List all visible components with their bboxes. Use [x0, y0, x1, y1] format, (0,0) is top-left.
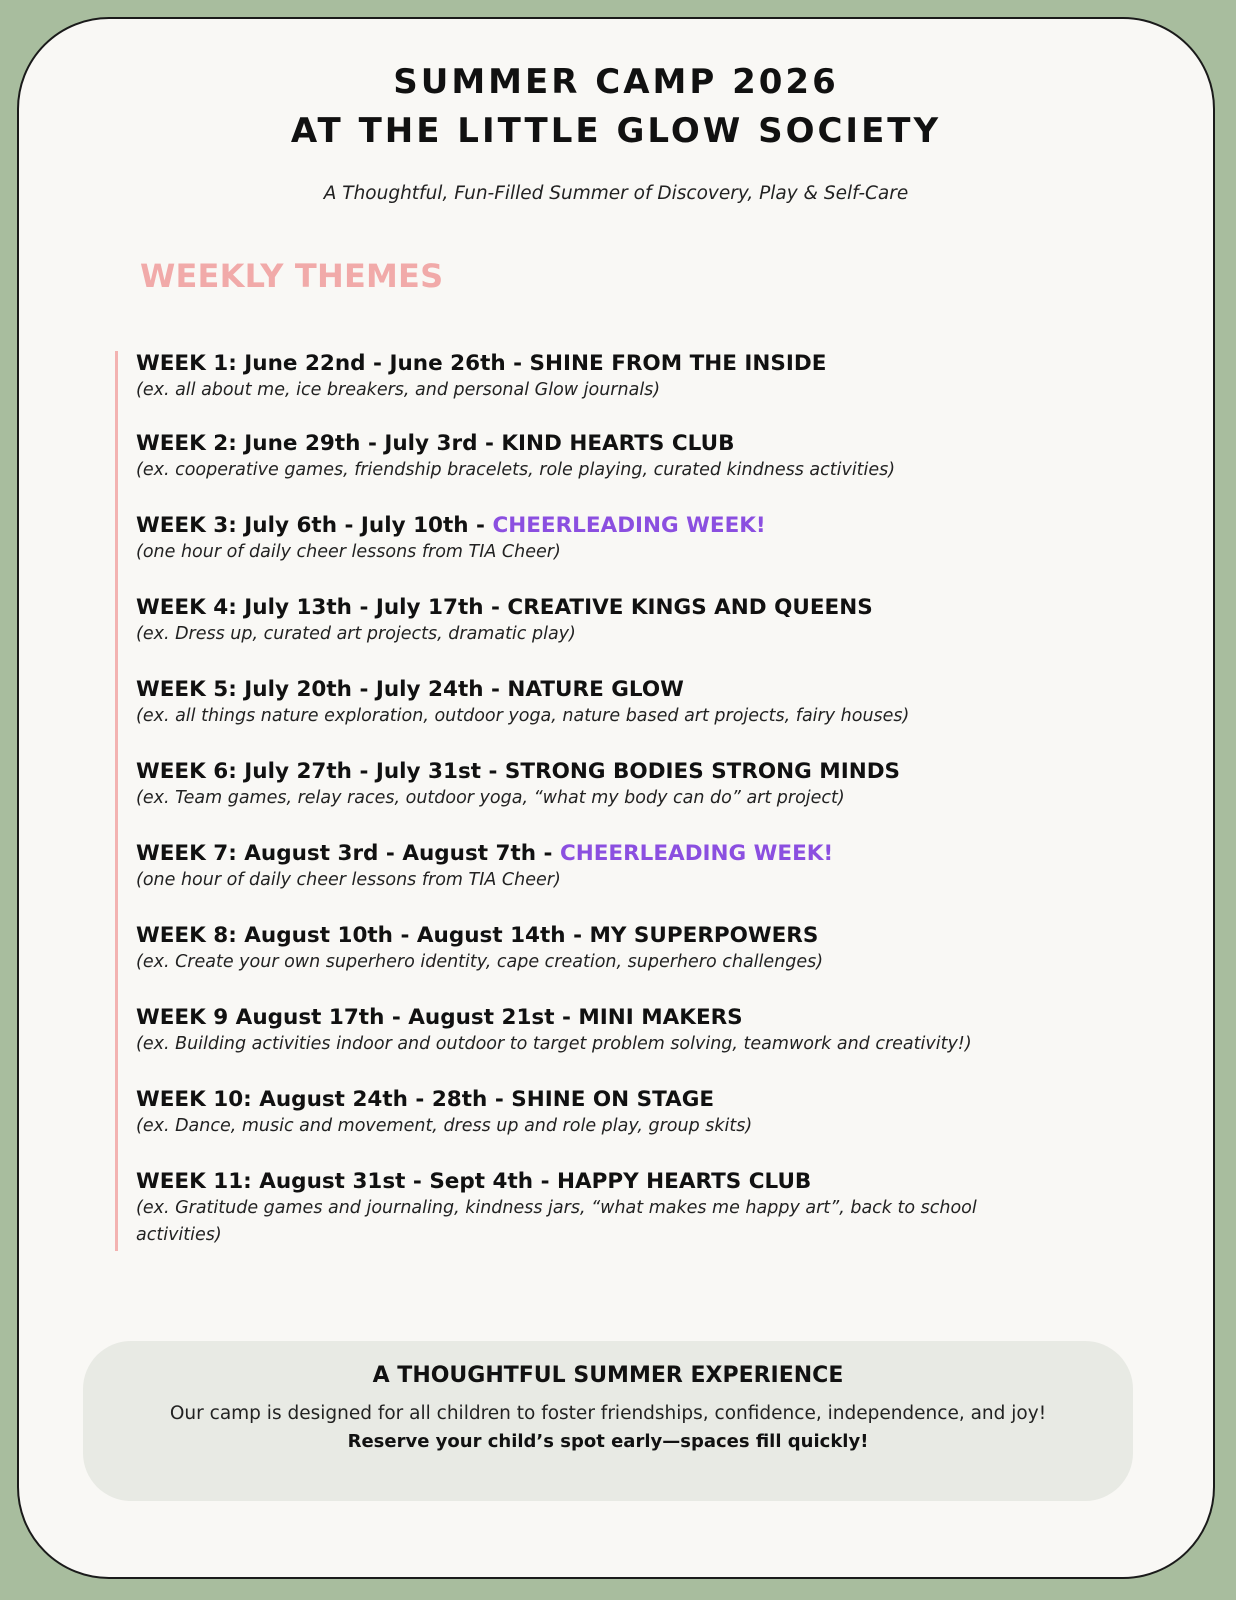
week-heading — [136, 923, 1136, 949]
tagline: A Thoughtful, Fun-Filled Summer of Discovery, Play & Self-Care — [323, 183, 909, 204]
experience-cta: Reserve your child’s spot early—spaces fill quickly! — [347, 1431, 869, 1452]
week-description: (ex. Create your own superhero identity, cape creation, superhero challenges) — [136, 952, 824, 972]
week-heading — [136, 677, 1136, 703]
week-theme: HAPPY HEARTS CLUB — [556, 1169, 812, 1194]
week-dates: WEEK 8: August 10th - August 14th - — [136, 923, 590, 948]
week-dates: WEEK 5: July 20th - July 24th - — [136, 677, 508, 702]
week-item — [136, 759, 1136, 812]
week-dates: WEEK 9 August 17th - August 21st - — [136, 1005, 579, 1030]
week-theme: SHINE FROM THE INSIDE — [529, 351, 827, 376]
week-heading — [136, 595, 1136, 621]
week-heading — [136, 351, 1136, 377]
experience-title: A THOUGHTFUL SUMMER EXPERIENCE — [372, 1363, 844, 1388]
week-description: (ex. Dance, music and movement, dress up and role play, group skits) — [136, 1116, 753, 1136]
week-description: (ex. Dress up, curated art projects, dramatic play) — [136, 624, 576, 644]
week-theme: MY SUPERPOWERS — [589, 923, 819, 948]
week-item — [136, 1005, 1136, 1058]
title-line-1: SUMMER CAMP 2026 — [393, 62, 839, 102]
week-dates: WEEK 4: July 13th - July 17th - — [136, 595, 508, 620]
week-description: (ex. Building activities indoor and outdoor to target problem solving, teamwork and creativity!) — [136, 1034, 972, 1054]
week-item — [136, 1169, 1036, 1249]
week-theme: KIND HEARTS CLUB — [501, 431, 735, 456]
week-heading — [136, 759, 1136, 785]
week-heading — [136, 1169, 1036, 1195]
week-theme: CREATIVE KINGS AND QUEENS — [507, 595, 873, 620]
week-dates: WEEK 2: June 29th - July 3rd - — [136, 431, 502, 456]
weeks-list — [115, 351, 1148, 1251]
week-description: (ex. all about me, ice breakers, and personal Glow journals) — [136, 380, 661, 400]
week-dates: WEEK 3: July 6th - July 10th - — [136, 513, 493, 538]
week-heading — [136, 1087, 1136, 1113]
week-item — [136, 923, 1136, 976]
week-dates: WEEK 7: August 3rd - August 7th - — [136, 841, 560, 866]
week-item — [136, 595, 1136, 648]
week-theme: MINI MAKERS — [578, 1005, 743, 1030]
week-description: (ex. all things nature exploration, outdoor yoga, nature based art projects, fairy houses) — [136, 706, 910, 726]
week-heading — [136, 1005, 1136, 1031]
flyer-card — [17, 17, 1215, 1579]
week-dates: WEEK 1: June 22nd - June 26th - — [136, 351, 530, 376]
experience-body: Our camp is designed for all children to foster friendships, confidence, independence, and joy! — [169, 1403, 1047, 1424]
week-item — [136, 513, 1136, 566]
week-theme: STRONG BODIES STRONG MINDS — [504, 759, 901, 784]
week-theme: NATURE GLOW — [507, 677, 684, 702]
week-theme-highlight: CHEERLEADING WEEK! — [559, 841, 834, 866]
week-heading — [136, 431, 1136, 457]
week-description: (ex. Team games, relay races, outdoor yoga, “what my body can do” art project) — [136, 788, 845, 808]
week-dates: WEEK 6: July 27th - July 31st - — [136, 759, 505, 784]
week-item — [136, 1087, 1136, 1140]
week-description: (ex. cooperative games, friendship bracelets, role playing, curated kindness activities) — [136, 460, 896, 480]
week-description: (ex. Gratitude games and journaling, kindness jars, “what makes me happy art”, back to school activities) — [136, 1198, 977, 1245]
weekly-themes-heading: WEEKLY THEMES — [140, 257, 444, 295]
week-item — [136, 431, 1136, 484]
week-item — [136, 677, 1136, 730]
week-heading — [136, 513, 1136, 539]
week-description: (one hour of daily cheer lessons from TIA Cheer) — [136, 542, 561, 562]
week-theme-highlight: CHEERLEADING WEEK! — [492, 513, 766, 538]
week-dates: WEEK 10: August 24th - 28th - — [136, 1087, 512, 1112]
week-theme: SHINE ON STAGE — [511, 1087, 715, 1112]
week-heading — [136, 841, 1136, 867]
week-description: (one hour of daily cheer lessons from TIA Cheer) — [136, 870, 561, 890]
week-item — [136, 351, 1136, 404]
experience-box — [83, 1341, 1133, 1501]
week-dates: WEEK 11: August 31st - Sept 4th - — [136, 1169, 557, 1194]
title-line-2: AT THE LITTLE GLOW SOCIETY — [290, 111, 942, 151]
week-item — [136, 841, 1136, 894]
